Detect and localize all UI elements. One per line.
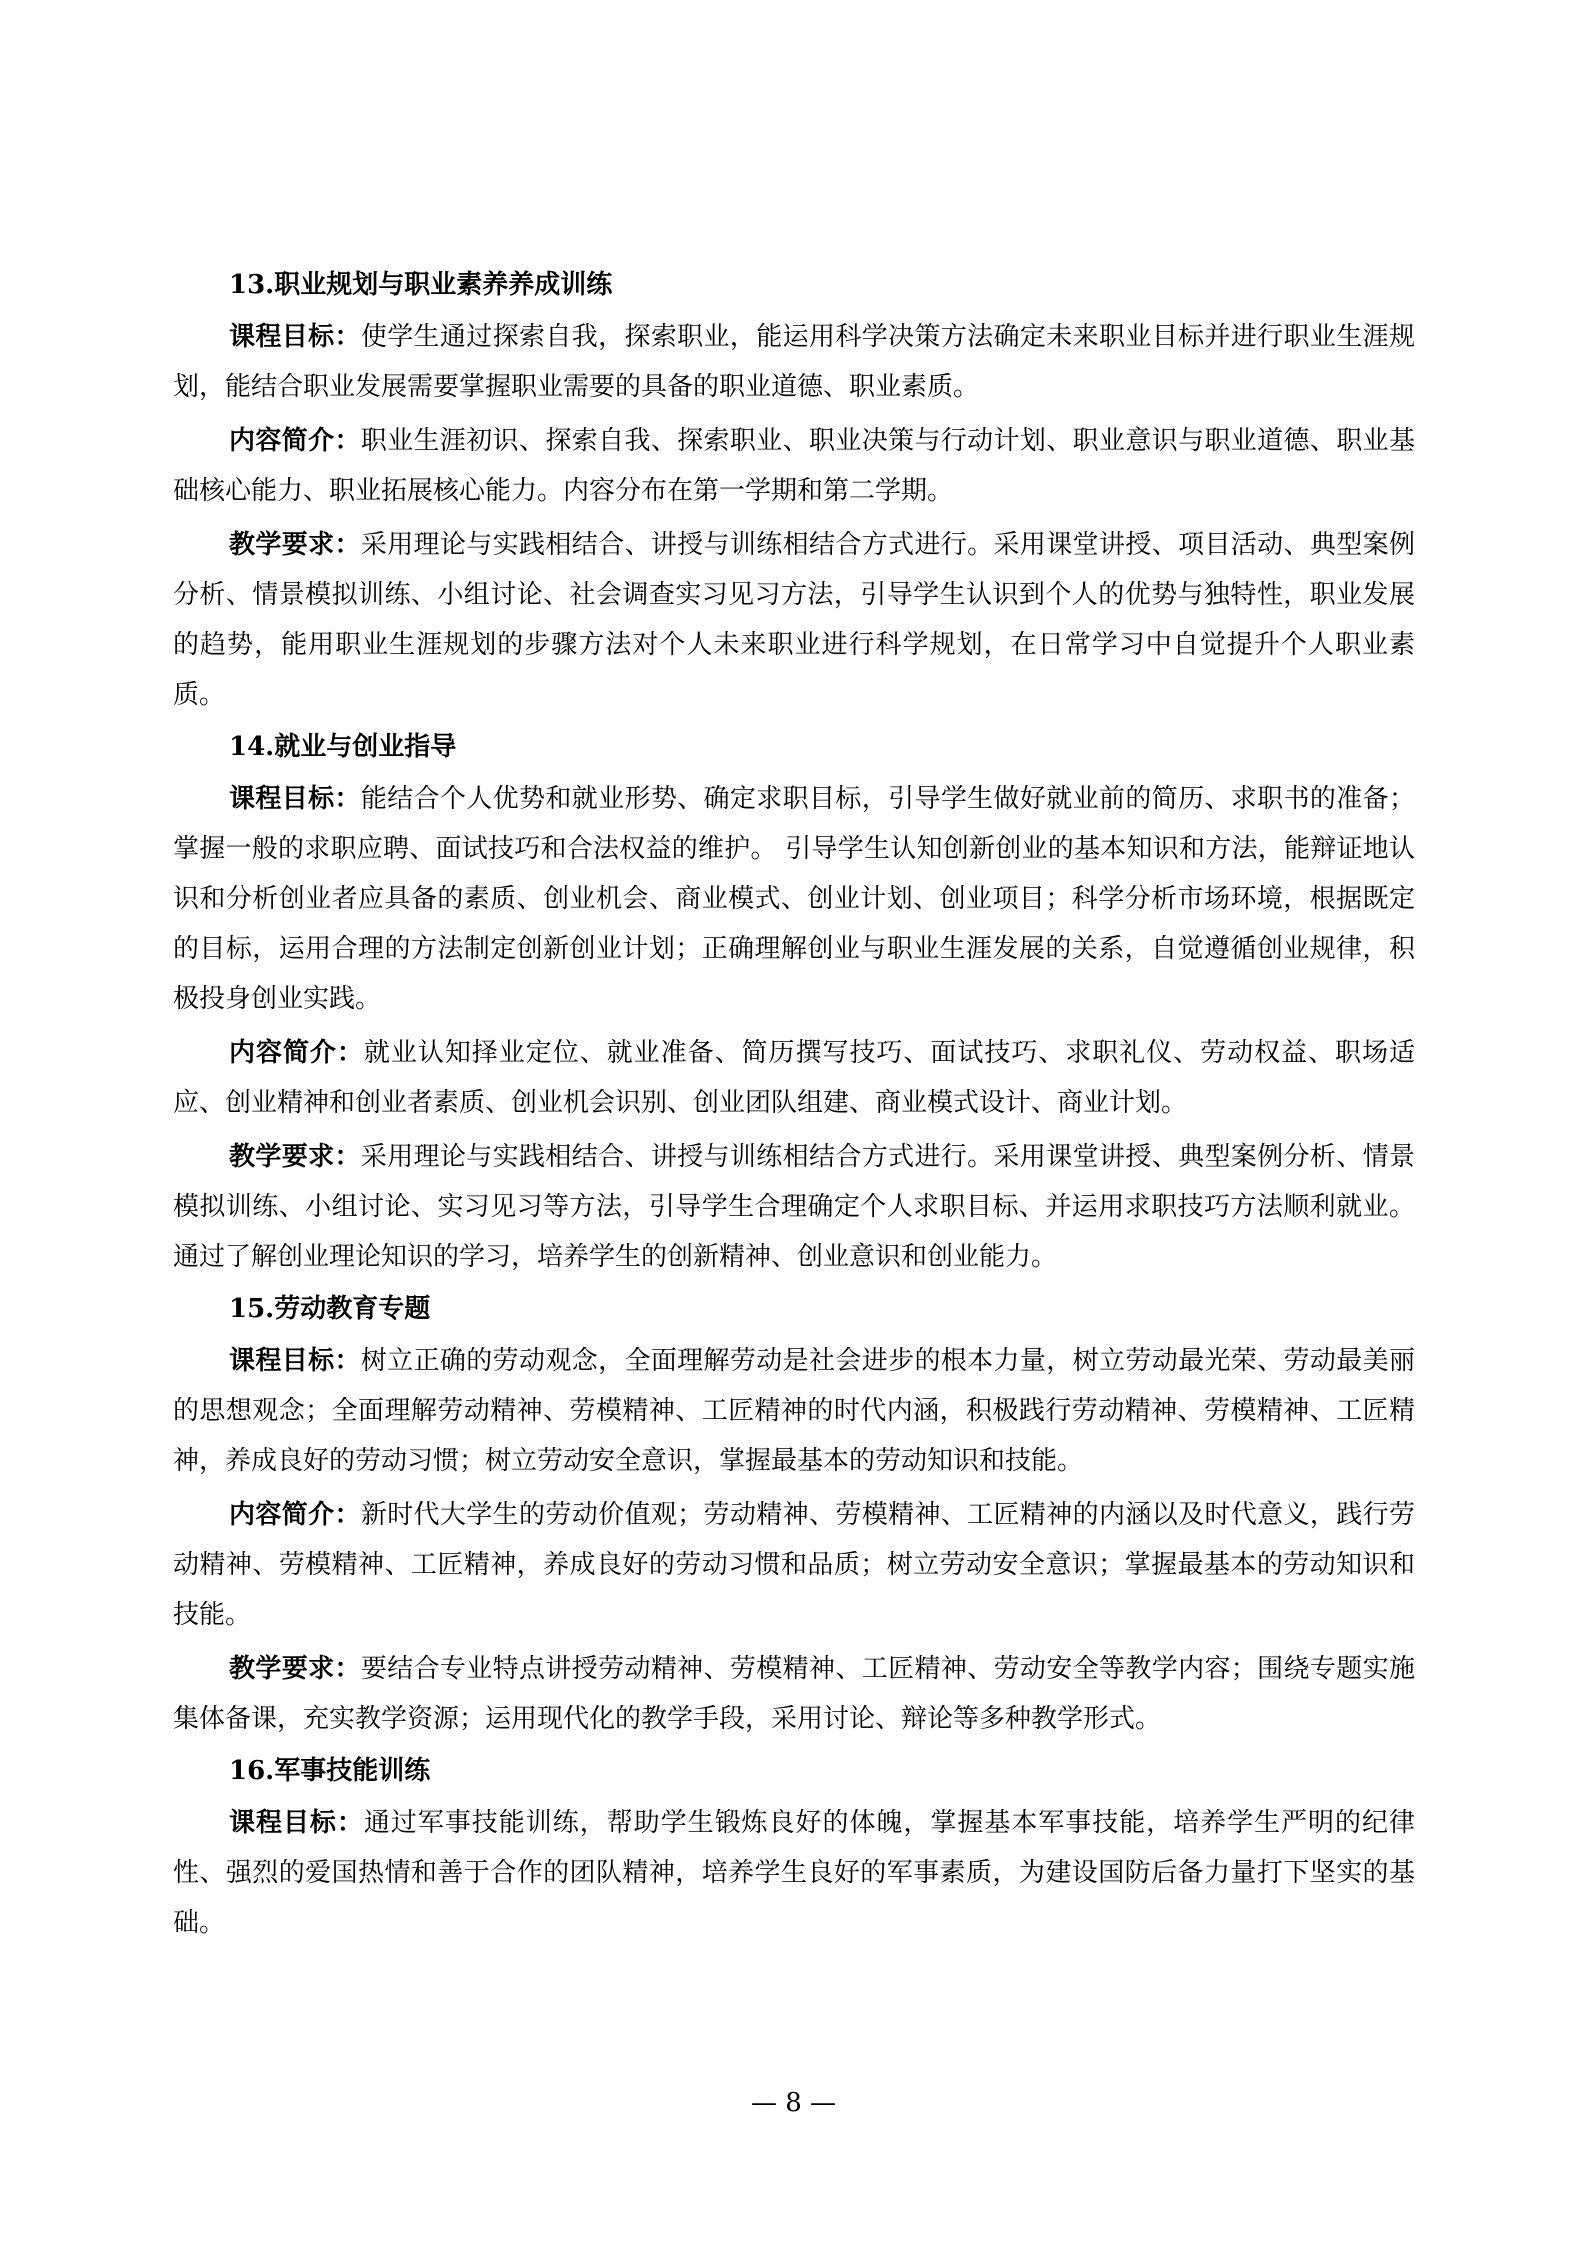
teaching-requirement-text: 采用理论与实践相结合、讲授与训练相结合方式进行。采用课堂讲授、典型案例分析、情景模拟训练、小组讨论、实习见习等方法，引导学生合理确定个人求职目标、并运用求职技巧方法顺利就业。 通过了解创业理论知识的学习，培养学生的创新精神、创业意识和创业能力。 (173, 1142, 1415, 1272)
content-intro-text: 新时代大学生的劳动价值观；劳动精神、劳模精神、工匠精神的内涵以及时代意义，践行劳动精神、劳模精神、工匠精神，养成良好的劳动习惯和品质；树立劳动安全意识；掌握最基本的劳动知识和技能。 (173, 1500, 1415, 1630)
teaching-requirement-text: 采用理论与实践相结合、讲授与训练相结合方式进行。采用课堂讲授、项目活动、典型案例分析、情景模拟训练、小组讨论、社会调查实习见习方法，引导学生认识到个人的优势与独特性，职业发展的趋势，能用职业生涯规划的步骤方法对个人未来职业进行科学规划，在日常学习中自觉提升个人职业素质。 (173, 530, 1415, 710)
course-goal-label: 课程目标： (229, 784, 361, 814)
course-goal (173, 1798, 1415, 1948)
section-title: 16.军事技能训练 (229, 1756, 431, 1786)
course-goal (173, 774, 1415, 1024)
course-goal-text: 树立正确的劳动观念，全面理解劳动是社会进步的根本力量，树立劳动最光荣、劳动最美丽的思想观念；全面理解劳动精神、劳模精神、工匠精神的时代内涵，积极践行劳动精神、劳模精神、工匠精神，养成良好的劳动习惯；树立劳动安全意识，掌握最基本的劳动知识和技能。 (173, 1346, 1415, 1476)
course-goal (173, 1336, 1415, 1486)
course-goal-text: 能结合个人优势和就业形势、确定求职目标，引导学生做好就业前的简历、求职书的准备；掌握一般的求职应聘、面试技巧和合法权益的维护。 引导学生认知创新创业的基本知识和方法，能辩证地认识和分析创业者应具备的素质、创业机会、商业模式、创业计划、创业项目；科学分析市场环境，根据既定的目标，运用合理的方法制定创新创业计划；正确理解创业与职业生涯发展的关系，自觉遵循创业规律，积极投身创业实践。 (173, 784, 1415, 1014)
teaching-requirement (173, 520, 1415, 720)
content-intro-label: 内容简介： (229, 426, 361, 456)
course-goal-label: 课程目标： (229, 322, 361, 352)
content-intro (173, 1028, 1415, 1128)
content-intro-text: 职业生涯初识、探索自我、探索职业、职业决策与行动计划、职业意识与职业道德、职业基础核心能力、职业拓展核心能力。内容分布在第一学期和第二学期。 (173, 426, 1415, 506)
teaching-requirement-label: 教学要求： (229, 1142, 361, 1172)
content-intro (173, 416, 1415, 516)
course-goal-label: 课程目标： (229, 1346, 361, 1376)
course-goal-label: 课程目标： (229, 1808, 364, 1838)
content-intro-label: 内容简介： (229, 1500, 361, 1530)
course-goal-text: 使学生通过探索自我，探索职业，能运用科学决策方法确定未来职业目标并进行职业生涯规划，能结合职业发展需要掌握职业需要的具备的职业道德、职业素质。 (173, 322, 1415, 402)
content-intro-label: 内容简介： (229, 1038, 364, 1068)
course-goal (173, 312, 1415, 412)
section-title: 13.职业规划与职业素养养成训练 (229, 270, 613, 300)
content-intro-text: 就业认知择业定位、就业准备、简历撰写技巧、面试技巧、求职礼仪、劳动权益、职场适应、创业精神和创业者素质、创业机会识别、创业团队组建、商业模式设计、商业计划。 (173, 1038, 1415, 1118)
section-title: 14.就业与创业指导 (229, 732, 457, 762)
page-number: — 8 — (750, 2088, 837, 2118)
teaching-requirement-text: 要结合专业特点讲授劳动精神、劳模精神、工匠精神、劳动安全等教学内容；围绕专题实施集体备课，充实教学资源；运用现代化的教学手段，采用讨论、辩论等多种教学形式。 (173, 1654, 1415, 1734)
course-goal-text: 通过军事技能训练，帮助学生锻炼良好的体魄，掌握基本军事技能，培养学生严明的纪律性、强烈的爱国热情和善于合作的团队精神，培养学生良好的军事素质，为建设国防后备力量打下坚实的基础。 (173, 1808, 1415, 1938)
content-intro (173, 1490, 1415, 1640)
section-title: 15.劳动教育专题 (229, 1294, 431, 1324)
teaching-requirement (173, 1132, 1415, 1282)
teaching-requirement-label: 教学要求： (229, 530, 361, 560)
document-body (173, 262, 1415, 1952)
teaching-requirement (173, 1644, 1415, 1744)
teaching-requirement-label: 教学要求： (229, 1654, 361, 1684)
